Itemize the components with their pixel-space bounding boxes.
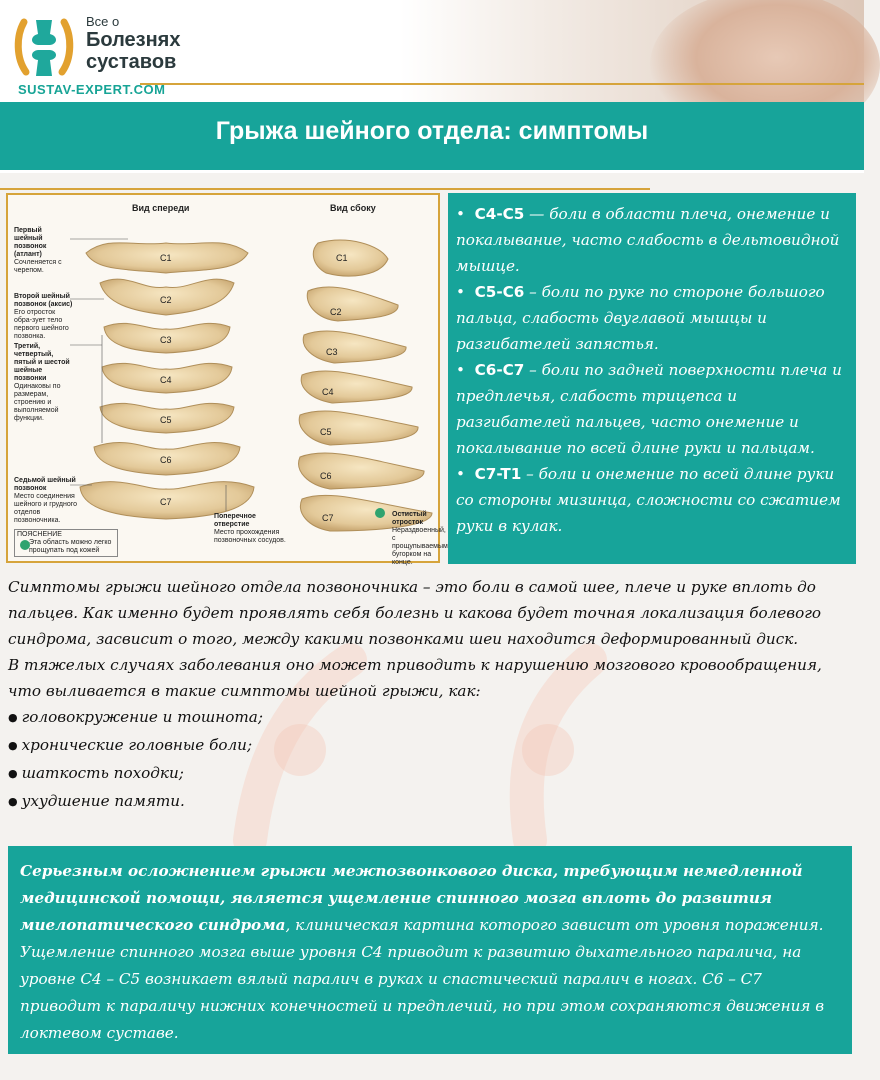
complication-emphasis: Серьезным осложнением грыжи межпозвонкового диска, требующим немедленной медицинской помощи, является ущемление спинного мозга вплоть до развития миелопатического синдрома [20,862,803,934]
list-item: ● хронические головные боли; [8,732,858,760]
mid-vertebrae-annotation [14,343,72,423]
atlas-annotation [14,227,68,275]
spinous-title: Остистый отросток [392,511,427,526]
side-label-c1: C1 [336,253,348,263]
side-label-c3: C3 [326,347,338,357]
symptom-item: • C7-T1 – боли и онемение по всей длине руки со стороны мизинца, сложности со сжатием руки в кулак. [456,465,841,535]
mid-vertebrae-description: Одинаковы по размерам, строению и выполняемой функции. [14,383,61,422]
list-item: ● шаткость походки; [8,760,858,788]
front-view-heading: Вид спереди [132,203,190,213]
legend-box [14,529,118,557]
list-item: ● ухудшение памяти. [8,788,858,816]
symptom-item: • C5-C6 – боли по руке по стороне большого пальца, слабость двуглавой мышцы и разгибателей запястья. [456,283,825,353]
symptom-item: • C4-C5 — боли в области плеча, онемение и покалывание, часто слабость в дельтовидной мышце. [456,205,840,275]
axis-annotation [14,293,74,341]
header-photo [400,0,864,102]
article-body [8,574,858,816]
complication-text: , клиническая картина которого зависит от уровня поражения. Ущемление спинного мозга выше уровня С4 приводит к развитию дыхательного паралича, на уровне С4 – С5 возникает вялый паралич в руках и спастический паралич в ногах. С6 – С7 приводит к параличу нижних конечностей и предплечий, но при этом сохраняются движения в локтевом суставе. [20,916,825,1042]
side-label-c6: C6 [320,471,332,481]
side-label-c5: C5 [320,427,332,437]
spinous-description: Нераздвоенный, с прощупываемым бугорком на конце. [392,527,448,566]
atlas-title: Первый шейный позвонок (атлант) [14,227,47,258]
joint-logo-icon[interactable] [14,14,74,80]
header-divider [140,83,864,85]
spinous-annotation [392,511,448,567]
level-code: C5-C6 [474,283,525,301]
front-label-c1: C1 [160,253,172,263]
side-label-c7: C7 [322,513,334,523]
front-label-c5: C5 [160,415,172,425]
body-paragraph-1: Симптомы грыжи шейного отдела позвоночника – это боли в самой шее, плече и руке вплоть до пальцев. Как именно будет проявлять себя болезнь и какова будет точная локализация болевого синдрома, засвисит о того, между какими позвонками шеи находится деформированный диск. [8,578,822,648]
symptom-text: – боли по руке по стороне большого пальца, слабость двуглавой мышцы и разгибателей запястья. [456,283,825,353]
symptom-text: – боли и онемение по всей длине руки со стороны мизинца, сложности со сжатием руки в кулак. [456,465,841,535]
title-band [0,102,864,173]
side-view-vertebrae [299,240,432,531]
atlas-description: Сочленяется с черепом. [14,259,62,274]
symptom-item: • C6-C7 – боли по задней поверхности плеча и предплечья, слабость трицепса и разгибателей пальцев, часто онемение и покалывание по всей длине руки и пальцам. [456,361,842,457]
axis-description: Его отросток обра-зует тело первого шейного позвонка. [14,309,69,340]
page-title: Грыжа шейного отдела: симптомы [215,117,649,145]
foramen-description: Место прохождения позвоночных сосудов. [214,529,286,544]
legend-text: Эта область можно легко прощупать под кожей [29,539,112,554]
site-header [0,0,864,102]
symptom-list [8,704,858,816]
section-divider [0,188,650,190]
front-label-c2: C2 [160,295,172,305]
site-url-link[interactable]: SUSTAV-EXPERT.COM [18,82,166,97]
level-code: C4-C5 [474,205,525,223]
axis-title: Второй шейный позвонок (аксис) [14,293,73,308]
legend-title: ПОЯСНЕНИЕ [17,531,62,538]
mid-vertebrae-title: Третий, четвертый, пятый и шестой шейные позвонки [14,343,70,382]
foramen-title: Поперечное отверстие [214,513,256,528]
symptoms-by-level-box [448,193,856,564]
c7-description: Место соединения шейного и грудного отделов позвоночника. [14,493,78,524]
complication-box [8,846,852,1054]
brand-line-1: Все о [86,14,120,29]
side-label-c4: C4 [322,387,334,397]
level-code: C6-C7 [474,361,525,379]
front-label-c4: C4 [160,375,172,385]
front-label-c3: C3 [160,335,172,345]
level-code: C7-T1 [474,465,522,483]
front-label-c6: C6 [160,455,172,465]
foramen-annotation [214,513,288,545]
brand-line-3: суставов [86,51,177,73]
brand-name[interactable] [86,14,180,73]
c7-title: Седьмой шейный позвонок [14,477,76,492]
front-label-c7: C7 [160,497,172,507]
brand-line-2: Болезнях [86,29,181,51]
symptom-text: – боли по задней поверхности плеча и предплечья, слабость трицепса и разгибателей пальцев, часто онемение и покалывание по всей длине руки и пальцам. [456,361,842,457]
side-label-c2: C2 [330,307,342,317]
c7-annotation [14,477,88,525]
symptom-text: — боли в области плеча, онемение и покалывание, часто слабость в дельтовидной мышце. [456,205,840,275]
spinous-marker-icon [375,508,385,518]
list-item: ● головокружение и тошнота; [8,704,858,732]
cervical-spine-illustration [6,193,448,566]
body-paragraph-2: В тяжелых случаях заболевания оно может приводить к нарушению мозгового кровообращения, что выливается в такие симптомы шейной грыжи, как: [8,656,822,700]
side-view-heading: Вид сбоку [330,203,376,213]
